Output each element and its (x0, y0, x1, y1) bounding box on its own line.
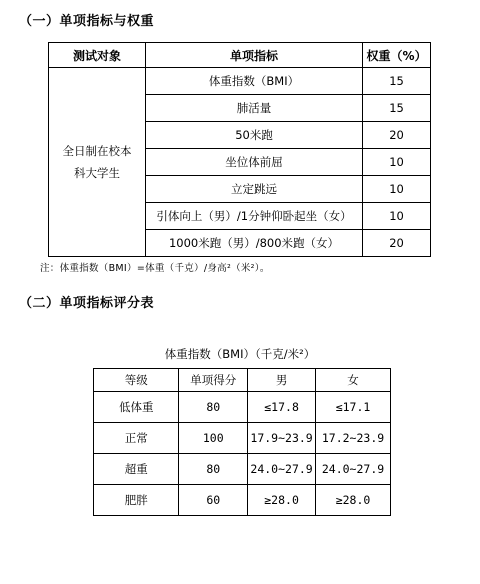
weight-cell: 20 (363, 122, 431, 149)
weight-cell: 20 (363, 230, 431, 257)
weight-cell: 15 (363, 68, 431, 95)
female-range-cell: 24.0~27.9 (316, 454, 391, 485)
level-cell: 低体重 (94, 392, 179, 423)
header-indicator: 单项指标 (145, 43, 362, 68)
population-label: 全日制在校本科大学生 (62, 144, 132, 180)
weight-table-header-row (49, 43, 431, 68)
male-range-cell: ≥28.0 (248, 485, 316, 516)
level-cell: 肥胖 (94, 485, 179, 516)
score-cell: 60 (179, 485, 248, 516)
male-range-cell: ≤17.8 (248, 392, 316, 423)
table-row (49, 68, 431, 95)
table-row (94, 454, 391, 485)
population-cell (49, 68, 146, 257)
indicator-cell: 1000米跑（男）/800米跑（女） (145, 230, 362, 257)
table-row (94, 423, 391, 454)
bmi-score-table (93, 368, 391, 516)
score-cell: 80 (179, 392, 248, 423)
indicator-cell: 50米跑 (145, 122, 362, 149)
level-cell: 正常 (94, 423, 179, 454)
weight-cell: 10 (363, 176, 431, 203)
indicator-cell: 立定跳远 (145, 176, 362, 203)
weight-cell: 10 (363, 149, 431, 176)
header-test-subject: 测试对象 (49, 43, 146, 68)
header-male: 男 (248, 369, 316, 392)
header-level: 等级 (94, 369, 179, 392)
weight-table (48, 42, 431, 257)
score-cell: 80 (179, 454, 248, 485)
level-cell: 超重 (94, 454, 179, 485)
table-row (94, 485, 391, 516)
female-range-cell: ≤17.1 (316, 392, 391, 423)
header-weight: 权重（%） (363, 43, 431, 68)
section-1-title: （一）单项指标与权重 (19, 14, 155, 29)
indicator-cell: 坐位体前屈 (145, 149, 362, 176)
section-2-title: （二）单项指标评分表 (19, 296, 155, 311)
weight-cell: 15 (363, 95, 431, 122)
header-female: 女 (316, 369, 391, 392)
indicator-cell: 引体向上（男）/1分钟仰卧起坐（女） (145, 203, 362, 230)
female-range-cell: 17.2~23.9 (316, 423, 391, 454)
header-score: 单项得分 (179, 369, 248, 392)
indicator-cell: 体重指数（BMI） (145, 68, 362, 95)
bmi-table-header-row (94, 369, 391, 392)
male-range-cell: 24.0~27.9 (248, 454, 316, 485)
bmi-note: 注：体重指数（BMI）=体重（千克）/身高²（米²）。 (40, 263, 270, 274)
indicator-cell: 肺活量 (145, 95, 362, 122)
female-range-cell: ≥28.0 (316, 485, 391, 516)
bmi-table-caption: 体重指数（BMI）（千克/米²） (164, 347, 316, 361)
male-range-cell: 17.9~23.9 (248, 423, 316, 454)
score-cell: 100 (179, 423, 248, 454)
table-row (94, 392, 391, 423)
weight-cell: 10 (363, 203, 431, 230)
